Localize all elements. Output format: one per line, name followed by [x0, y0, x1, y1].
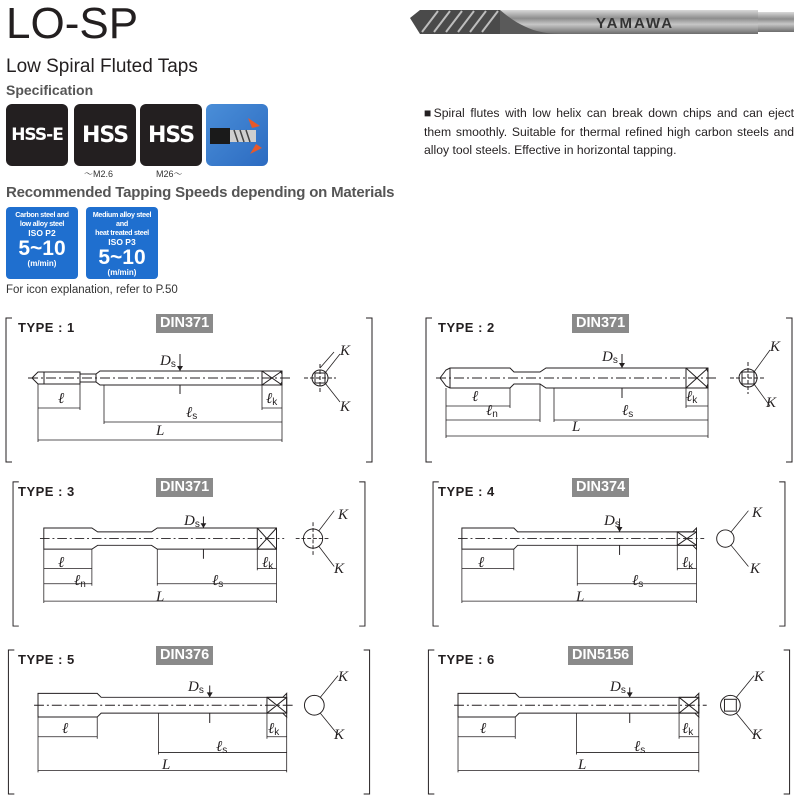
dim-K-bottom: K [752, 727, 763, 743]
type-1-panel [4, 314, 374, 464]
dim-ln: ℓ$_n$ [74, 573, 86, 590]
specification-label: Specification [6, 82, 94, 98]
dim-ds: $D_s$ [604, 513, 620, 530]
din-standard-badge: DIN371 [572, 314, 629, 333]
dim-lk: ℓ$_k$ [686, 389, 698, 406]
product-brand-text: YAMAWA [596, 15, 675, 32]
dim-ls: ℓ$_s$ [186, 405, 198, 422]
type-3-panel [4, 478, 374, 628]
speed-material-line1: Carbon steel and [15, 210, 69, 219]
speed-material-line2: low alloy steel [19, 219, 65, 228]
dim-K-bottom: K [766, 395, 777, 411]
speed-unit: (m/min) [107, 268, 137, 277]
horizontal-tapping-icon [206, 104, 268, 166]
dim-L: L [162, 757, 171, 773]
dim-K-top: K [770, 339, 781, 355]
dim-lk: ℓ$_k$ [266, 391, 278, 408]
speed-material-line2: heat treated steel [95, 228, 149, 237]
dim-L: L [156, 423, 165, 439]
speed-badge-p3 [86, 207, 158, 279]
type-label: TYPE : 4 [438, 484, 495, 499]
dim-l: ℓ [472, 389, 479, 405]
dim-ds: $D_s$ [184, 513, 200, 530]
dim-ds: $D_s$ [602, 349, 618, 366]
type-2-panel [424, 314, 794, 464]
dim-lk: ℓ$_k$ [682, 721, 694, 738]
type-label: TYPE : 1 [18, 320, 75, 335]
type-6-panel [424, 646, 794, 796]
speeds-heading: Recommended Tapping Speeds depending on Materials [6, 184, 395, 201]
tap-product-image [408, 4, 796, 38]
dim-ls: ℓ$_s$ [216, 739, 228, 756]
dim-L: L [156, 589, 165, 605]
din-standard-badge: DIN5156 [568, 646, 633, 665]
dim-lk: ℓ$_k$ [682, 555, 694, 572]
dim-ln: ℓ$_n$ [486, 403, 498, 420]
dim-l: ℓ [58, 555, 65, 571]
dim-K-top: K [752, 505, 763, 521]
page-subtitle: Low Spiral Fluted Taps [6, 56, 198, 77]
dim-l: ℓ [62, 721, 69, 737]
dim-l: ℓ [480, 721, 487, 737]
dim-ls: ℓ$_s$ [632, 573, 644, 590]
speed-value: 5~10 [18, 237, 66, 260]
type-4-panel [424, 478, 794, 628]
dim-K-top: K [338, 507, 349, 523]
din-standard-badge: DIN374 [572, 478, 629, 497]
type-label: TYPE : 3 [18, 484, 75, 499]
type-5-panel [4, 646, 374, 796]
speed-material-line1: Medium alloy steel and [92, 210, 152, 228]
dim-K-top: K [338, 669, 349, 685]
type-label: TYPE : 5 [18, 652, 75, 667]
dim-ds: $D_s$ [160, 353, 176, 370]
dim-ds: $D_s$ [188, 679, 204, 696]
dim-L: L [578, 757, 587, 773]
dim-K-bottom: K [334, 561, 345, 577]
dim-K-top: K [340, 343, 351, 359]
din-standard-badge: DIN376 [156, 646, 213, 665]
speed-badge-p2 [6, 207, 78, 279]
speed-iso: ISO P2 [28, 228, 56, 238]
dim-lk: ℓ$_k$ [262, 555, 274, 572]
dim-ls: ℓ$_s$ [622, 403, 634, 420]
product-description: ■Spiral flutes with low helix can break down chips and can eject them smoothly. Suitable for thermal refined high carbon steels and alloy tool steels. Effective in horizontal tapping. [424, 106, 794, 157]
icon-explanation-note: For icon explanation, refer to P.50 [6, 284, 178, 296]
type-label: TYPE : 2 [438, 320, 495, 335]
din-standard-badge: DIN371 [156, 314, 213, 333]
dim-K-bottom: K [334, 727, 345, 743]
dim-K-bottom: K [750, 561, 761, 577]
speed-value: 5~10 [98, 246, 146, 269]
spec-icon-hss-small: HSS [74, 104, 136, 166]
dim-l: ℓ [58, 391, 65, 407]
dim-L: L [576, 589, 585, 605]
dim-ls: ℓ$_s$ [634, 739, 646, 756]
dim-K-top: K [754, 669, 765, 685]
dim-l: ℓ [478, 555, 485, 571]
dim-lk: ℓ$_k$ [268, 721, 280, 738]
spec-icon-hss-e: HSS-E [6, 104, 68, 166]
type-label: TYPE : 6 [438, 652, 495, 667]
page-title: LO-SP [6, 0, 139, 48]
spec-note-large: M26～ [156, 169, 183, 179]
spec-note-small: ～M2.6 [84, 169, 114, 179]
dim-L: L [572, 419, 581, 435]
speed-unit: (m/min) [27, 259, 57, 268]
dim-ls: ℓ$_s$ [212, 573, 224, 590]
spec-icon-hss-large: HSS [140, 104, 202, 166]
dim-ds: $D_s$ [610, 679, 626, 696]
din-standard-badge: DIN371 [156, 478, 213, 497]
dim-K-bottom: K [340, 399, 351, 415]
speed-iso: ISO P3 [108, 237, 136, 247]
